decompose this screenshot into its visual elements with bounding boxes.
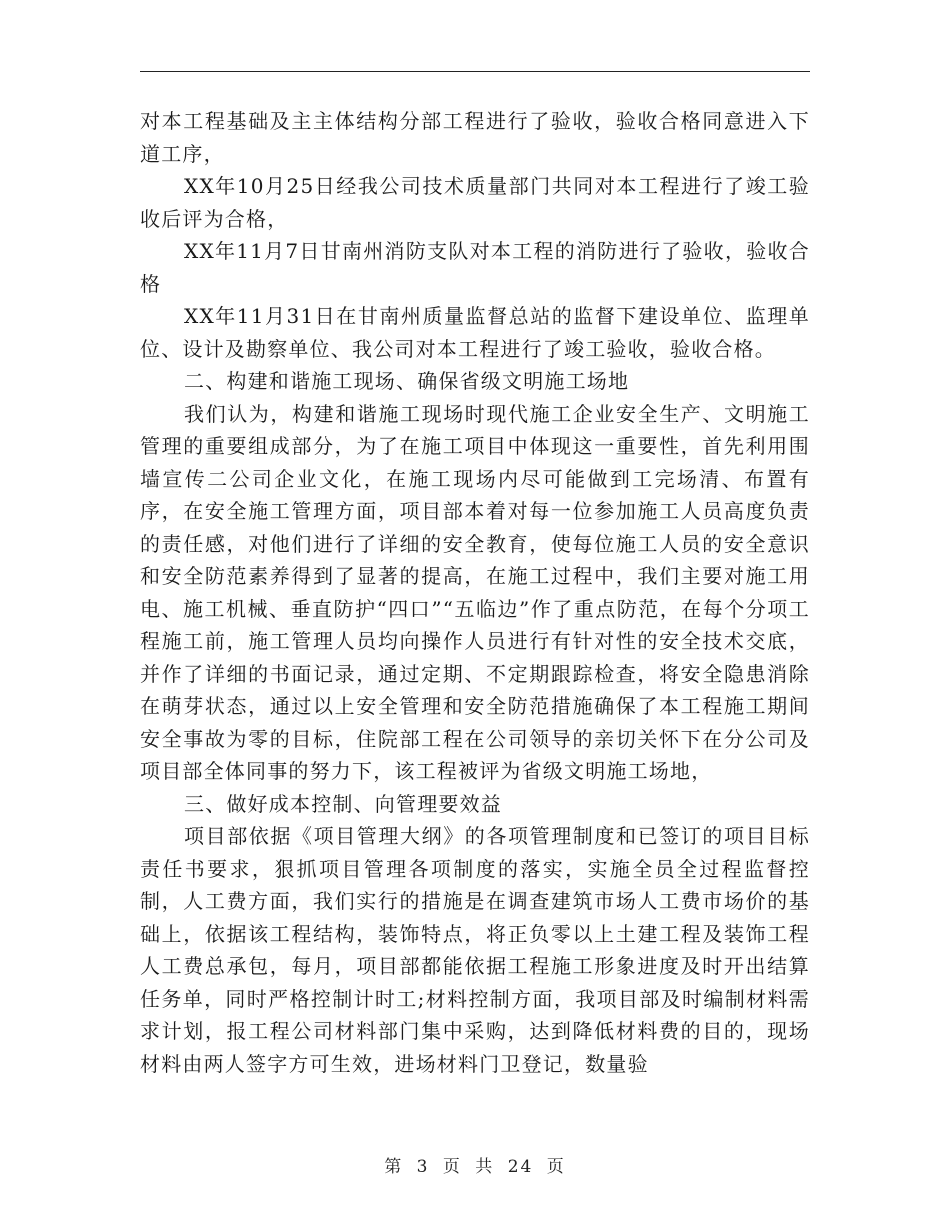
paragraph-fire-acceptance: XX年11月7日甘南州消防支队对本工程的消防进行了验收，验收合格 — [140, 239, 810, 296]
footer-total-pages: 24 — [507, 1157, 534, 1177]
section-heading-2: 二、构建和谐施工现场、确保省级文明施工场地 — [184, 369, 630, 393]
header-rule — [140, 71, 810, 72]
paragraph-cost-control: 项目部依据《项目管理大纲》的各项管理制度和已签订的项目目标责任书要求，狠抓项目管理各项制度的落实，实施全员全过程监督控制，人工费方面，我们实行的措施是在调查建筑市场人工费市场价的基础上，依据该工程结构，装饰特点，将正负零以上土建工程及装饰工程人工费总承包，每月，项目部都能依据工程施工形象进度及时开出结算任务单，同时严格控制计时工;材料控制方面，我项目部及时编制材料需求计划，报工程公司材料部门集中采购，达到降低材料费的目的，现场材料由两人签字方可生效，进场材料门卫登记，数量验 — [140, 824, 810, 1076]
footer-suffix: 页 — [546, 1157, 566, 1177]
footer-prefix: 第 — [384, 1157, 404, 1177]
paragraph-completion-acceptance: XX年10月25日经我公司技术质量部门共同对本工程进行了竣工验收后评为合格， — [140, 174, 810, 231]
paragraph-final-acceptance: XX年11月31日在甘南州质量监督总站的监督下建设单位、监理单位、设计及勘察单位、我公司对本工程进行了竣工验收，验收合格。 — [140, 304, 810, 361]
paragraph-safety: 我们认为，构建和谐施工现场时现代施工企业安全生产、文明施工管理的重要组成部分，为了在施工项目中体现这一重要性，首先利用围墙宣传二公司企业文化，在施工现场内尽可能做到工完场清、布置有序，在安全施工管理方面，项目部本着对每一位参加施工人员高度负责的责任感，对他们进行了详细的安全教育，使每位施工人员的安全意识和安全防范素养得到了显著的提高，在施工过程中，我们主要对施工用电、施工机械、垂直防护“四口”“五临边”作了重点防范，在每个分项工程施工前，施工管理人员均向操作人员进行有针对性的安全技术交底，并作了详细的书面记录，通过定期、不定期跟踪检查，将安全隐患消除在萌芽状态，通过以上安全管理和安全防范措施确保了本工程施工期间安全事故为零的目标，住院部工程在公司领导的亲切关怀下在分公司及项目部全体同事的努力下，该工程被评为省级文明施工场地， — [140, 401, 810, 783]
section-heading-3: 三、做好成本控制、向管理要效益 — [184, 791, 502, 816]
footer-total-word: 共 — [475, 1157, 495, 1177]
footer-page-word: 页 — [442, 1157, 462, 1177]
document-body — [140, 105, 810, 1080]
page-footer — [0, 1152, 950, 1177]
footer-current-page: 3 — [416, 1157, 430, 1177]
paragraph-continuation: 对本工程基础及主主体结构分部工程进行了验收，验收合格同意进入下道工序， — [140, 109, 810, 166]
